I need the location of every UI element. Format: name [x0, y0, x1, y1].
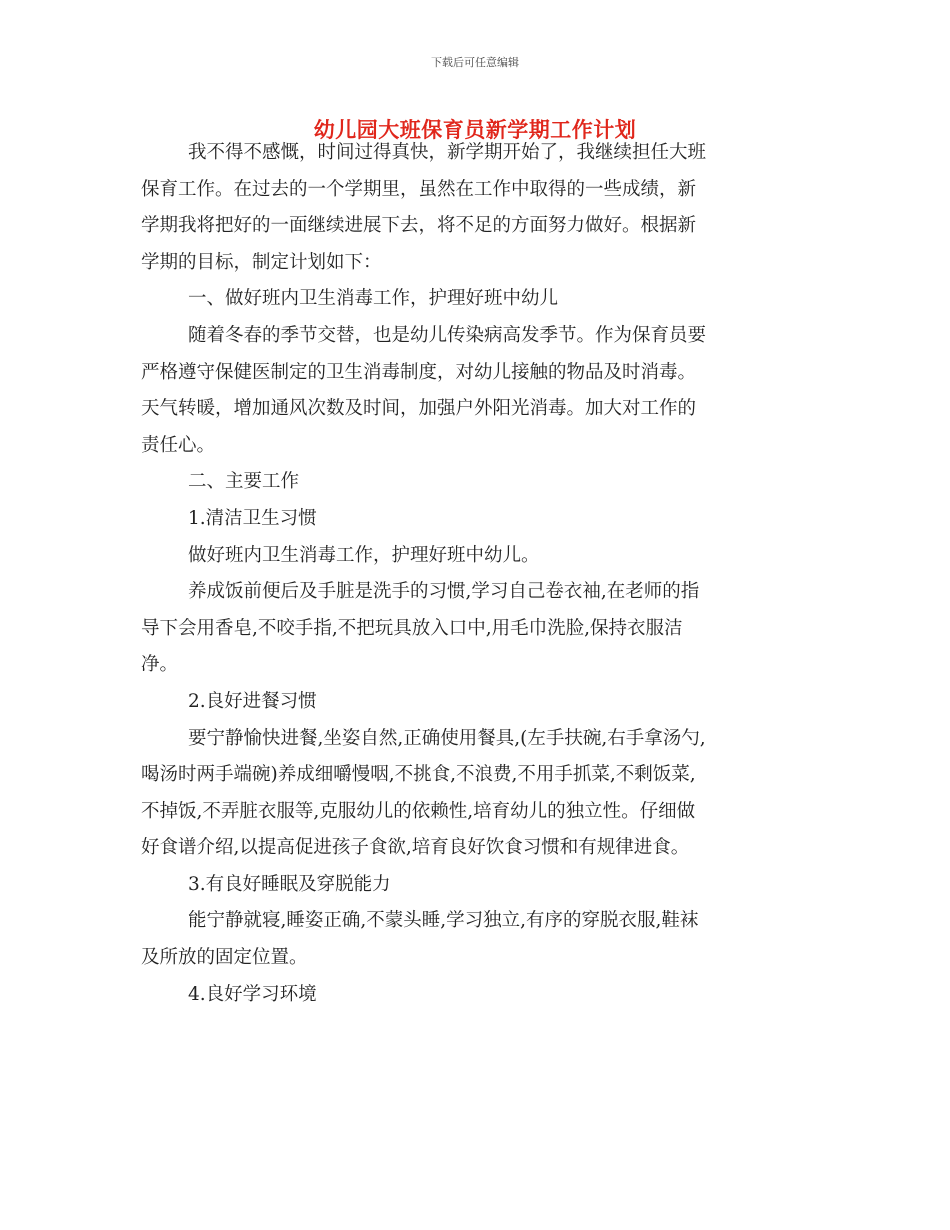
paragraph-line: 不掉饭,不弄脏衣服等,克服幼儿的依赖性,培育幼儿的独立性。仔细做 [141, 800, 696, 822]
paragraph-line: 好食谱介绍,以提高促进孩子食欲,培育良好饮食习惯和有规律进食。 [141, 837, 690, 859]
paragraph-line: 能宁静就寝,睡姿正确,不蒙头睡,学习独立,有序的穿脱衣服,鞋袜 [188, 910, 699, 932]
paragraph [141, 135, 811, 281]
paragraph-line: 责任心。 [141, 434, 216, 456]
paragraph-line: 保育工作。在过去的一个学期里，虽然在工作中取得的一些成绩，新 [141, 178, 697, 200]
paragraph-line: 4.良好学习环境 [188, 983, 317, 1005]
paragraph [141, 318, 811, 464]
paragraph-line: 我不得不感慨，时间过得真快，新学期开始了，我继续担任大班 [188, 142, 707, 163]
paragraph-line: 严格遵守保健医制定的卫生消毒制度，对幼儿接触的物品及时消毒。 [141, 361, 697, 383]
paragraph-line: 要宁静愉快进餐,坐姿自然,正确使用餐具,(左手扶碗,右手拿汤勺, [188, 727, 706, 749]
paragraph [141, 538, 811, 575]
paragraph-line: 学期我将把好的一面继续进展下去，将不足的方面努力做好。根据新 [141, 215, 697, 237]
paragraph-line: 一、做好班内卫生消毒工作，护理好班中幼儿 [188, 288, 559, 310]
paragraph-line: 做好班内卫生消毒工作，护理好班中幼儿。 [188, 544, 540, 566]
paragraph [141, 867, 811, 904]
paragraph [141, 903, 811, 976]
paragraph [141, 721, 811, 867]
document-body [141, 135, 811, 1013]
paragraph-line: 净。 [141, 654, 179, 676]
paragraph-line: 喝汤时两手端碗)养成细嚼慢咽,不挑食,不浪费,不用手抓菜,不剩饭菜, [141, 764, 696, 786]
paragraph-line: 及所放的固定位置。 [141, 947, 308, 969]
paragraph-line: 1.清洁卫生习惯 [188, 507, 317, 529]
paragraph [141, 501, 811, 538]
paragraph-line: 3.有良好睡眠及穿脱能力 [188, 873, 391, 895]
paragraph-line: 随着冬春的季节交替，也是幼儿传染病高发季节。作为保育员要 [188, 324, 707, 346]
page-header-note: 下载后可任意编辑 [431, 56, 519, 69]
paragraph [141, 574, 811, 684]
paragraph [141, 281, 811, 318]
paragraph [141, 977, 811, 1014]
paragraph-line: 天气转暖，增加通风次数及时间，加强户外阳光消毒。加大对工作的 [141, 398, 697, 420]
paragraph-line: 学期的目标，制定计划如下： [141, 251, 382, 273]
paragraph-line: 养成饭前便后及手脏是洗手的习惯,学习自己卷衣袖,在老师的指 [188, 581, 700, 603]
paragraph-line: 导下会用香皂,不咬手指,不把玩具放入口中,用毛巾洗脸,保持衣服洁 [141, 617, 683, 639]
paragraph-line: 2.良好进餐习惯 [188, 690, 317, 712]
paragraph [141, 684, 811, 721]
paragraph-line: 二、主要工作 [188, 471, 300, 493]
paragraph [141, 464, 811, 501]
document-title: 幼儿园大班保育员新学期工作计划 [313, 118, 637, 142]
